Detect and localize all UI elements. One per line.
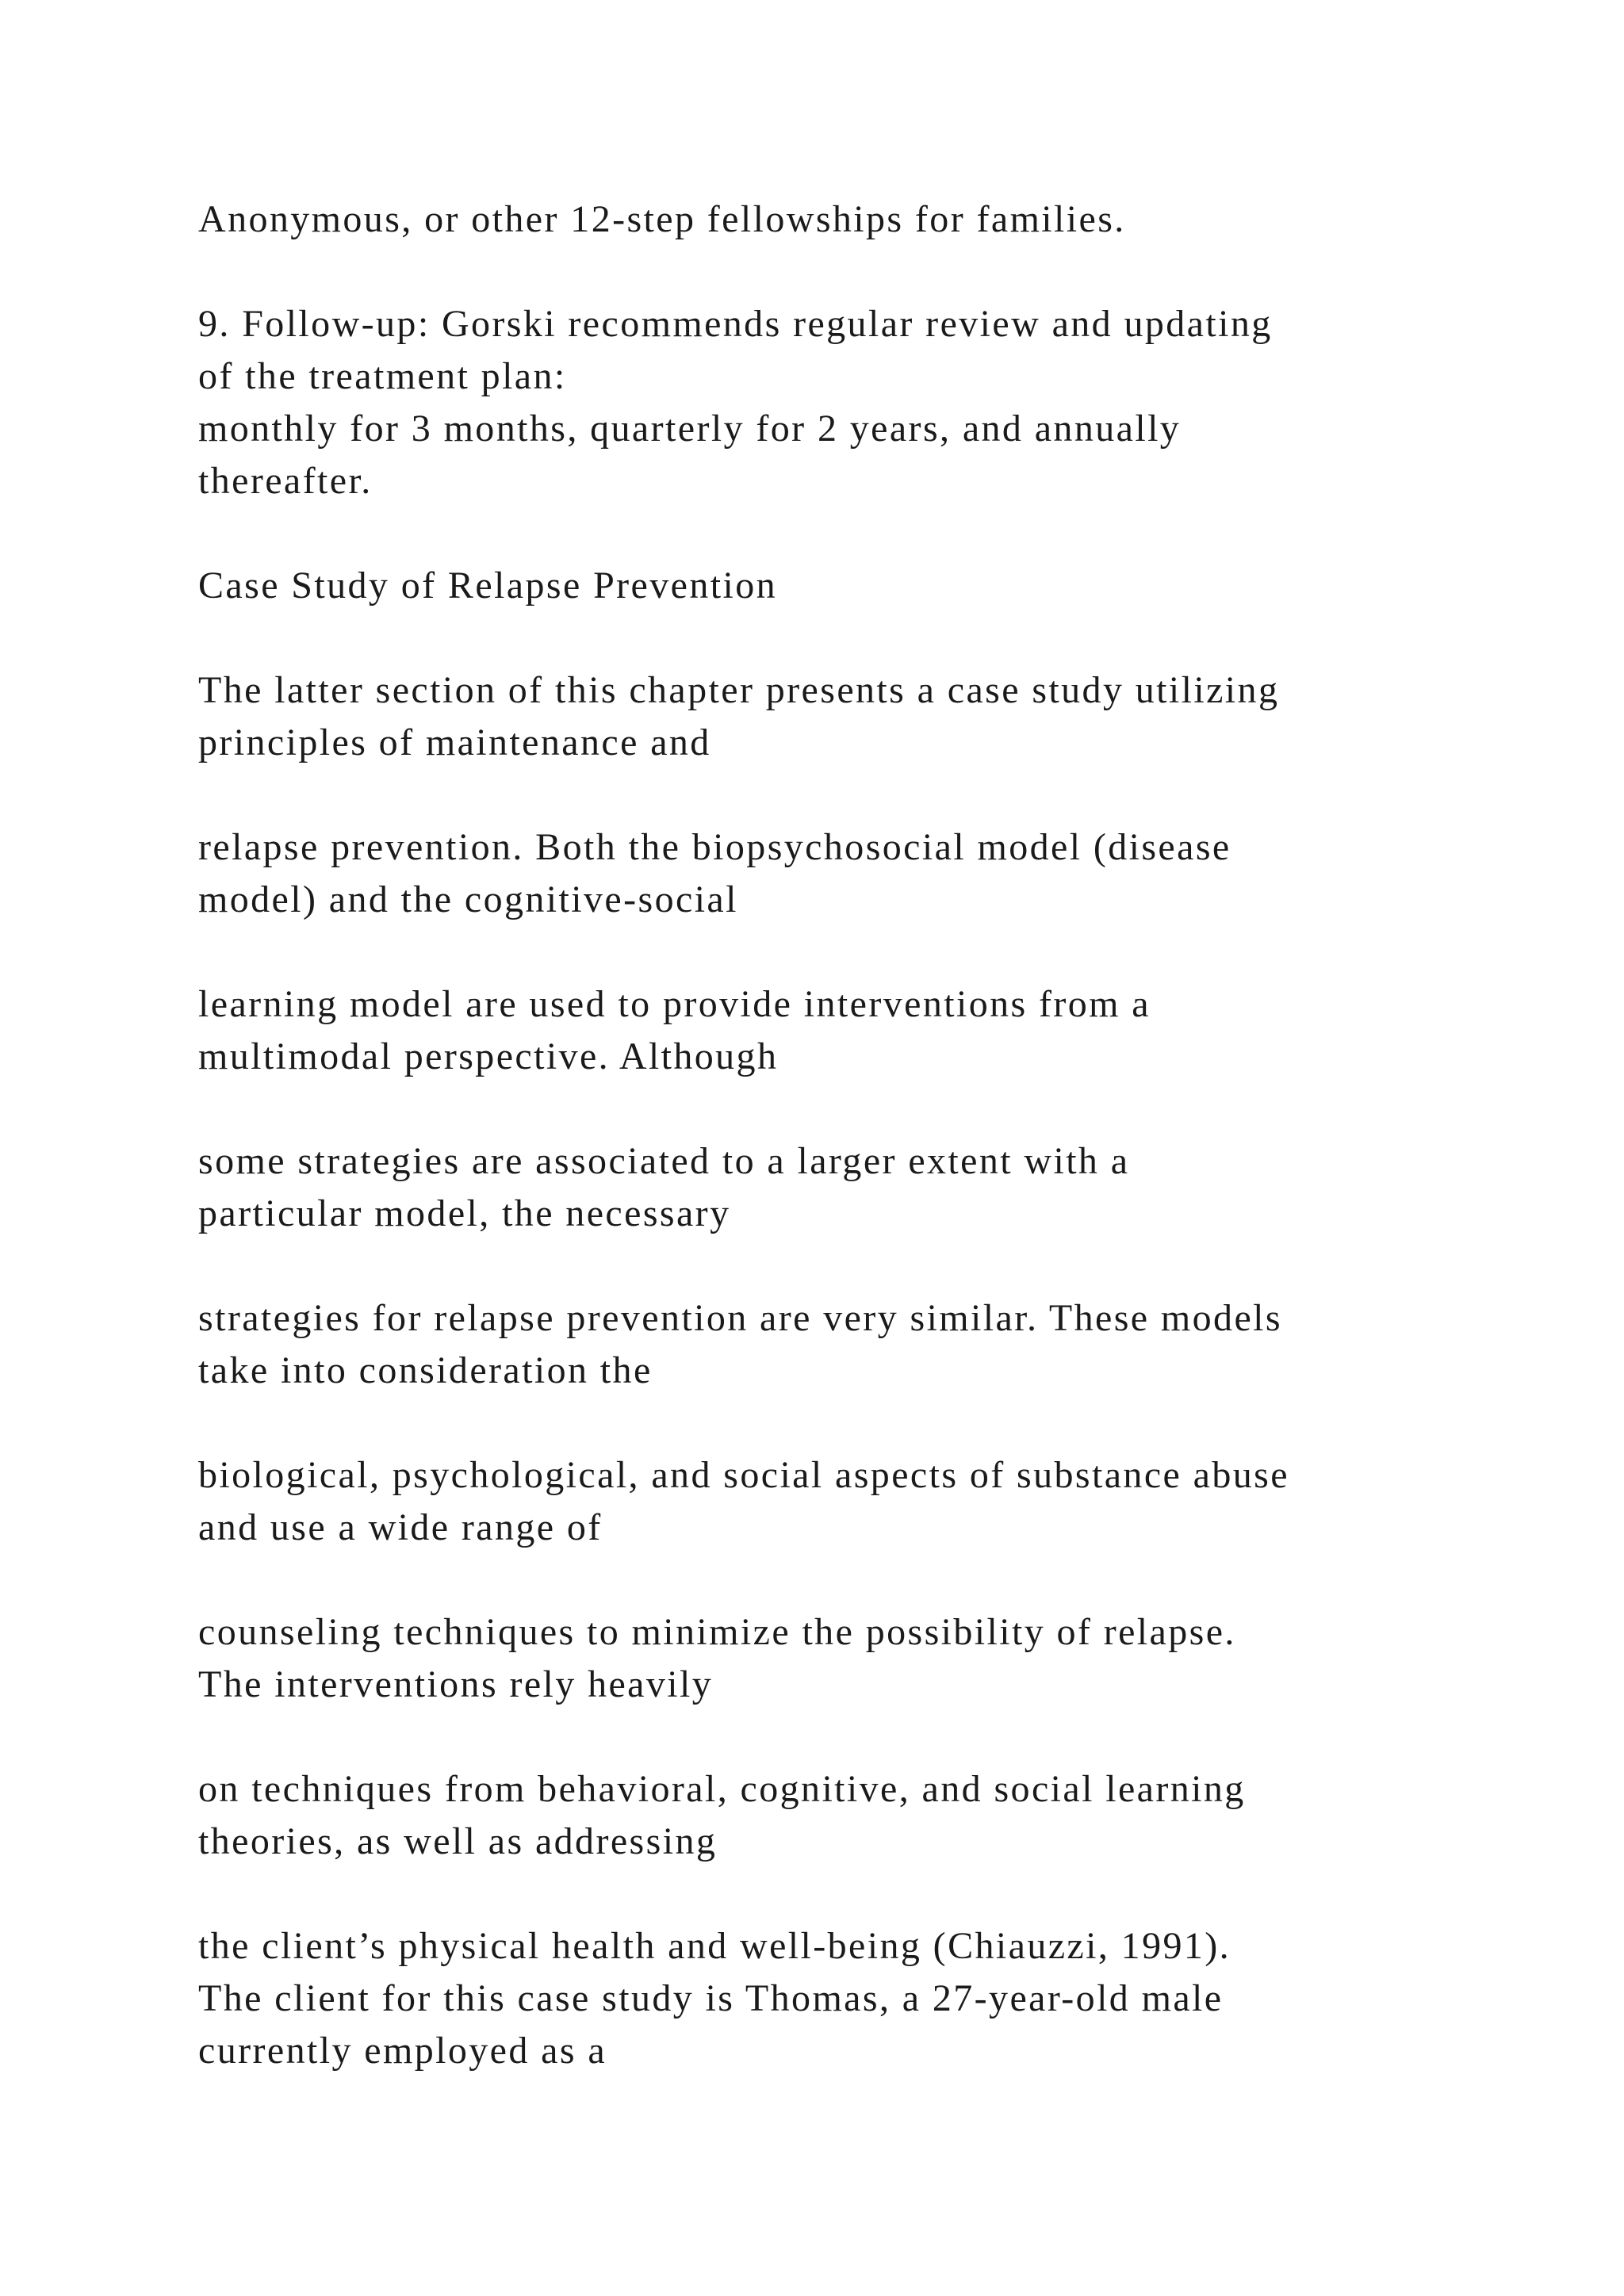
paragraph-techniques <box>198 1763 1467 1868</box>
text-line: some strategies are associated to a larger extent with a <box>198 1140 1130 1182</box>
text-line: of the treatment plan: <box>198 355 567 397</box>
text-line: thereafter. <box>198 460 373 502</box>
heading-text: Case Study of Relapse Prevention <box>198 564 778 607</box>
text-line: on techniques from behavioral, cognitive, and social learning <box>198 1768 1246 1810</box>
paragraph-interventions <box>198 978 1467 1083</box>
text-line: relapse prevention. Both the biopsychosocial model (disease <box>198 826 1231 868</box>
text-line: counseling techniques to minimize the possibility of relapse. <box>198 1611 1236 1653</box>
text-line: monthly for 3 months, quarterly for 2 years, and annually <box>198 408 1182 450</box>
paragraph-case-study-intro <box>198 664 1467 769</box>
text-line: model) and the cognitive-social <box>198 878 738 920</box>
text-line: take into consideration the <box>198 1349 653 1391</box>
paragraph-anonymous-fellowships <box>198 193 1467 246</box>
paragraph-follow-up <box>198 298 1467 507</box>
text-line: learning model are used to provide interventions from a <box>198 983 1151 1025</box>
text-line: principles of maintenance and <box>198 721 711 763</box>
text-line: The latter section of this chapter presents a case study utilizing <box>198 669 1280 711</box>
text-line: and use a wide range of <box>198 1506 603 1548</box>
text-line: The client for this case study is Thomas, a 27-year-old male <box>198 1977 1224 2019</box>
text-line: 9. Follow-up: Gorski recommends regular review and updating <box>198 303 1273 345</box>
text-line: theories, as well as addressing <box>198 1820 718 1862</box>
paragraph-client-thomas <box>198 1920 1467 2077</box>
text-line: The interventions rely heavily <box>198 1663 714 1705</box>
paragraph-similar-strategies <box>198 1292 1467 1397</box>
paragraph-strategies <box>198 1135 1467 1240</box>
text-line: biological, psychological, and social aspects of substance abuse <box>198 1454 1289 1496</box>
text-line: multimodal perspective. Although <box>198 1035 779 1077</box>
text-line: the client’s physical health and well-being (Chiauzzi, 1991). <box>198 1925 1231 1967</box>
text-line: Anonymous, or other 12-step fellowships for families. <box>198 198 1126 240</box>
text-line: strategies for relapse prevention are very similar. These models <box>198 1297 1282 1339</box>
document-body <box>198 193 1467 2077</box>
paragraph-models <box>198 821 1467 926</box>
paragraph-aspects <box>198 1449 1467 1554</box>
paragraph-counseling <box>198 1606 1467 1711</box>
section-heading <box>198 560 1467 612</box>
text-line: particular model, the necessary <box>198 1192 731 1234</box>
text-line: currently employed as a <box>198 2030 607 2072</box>
